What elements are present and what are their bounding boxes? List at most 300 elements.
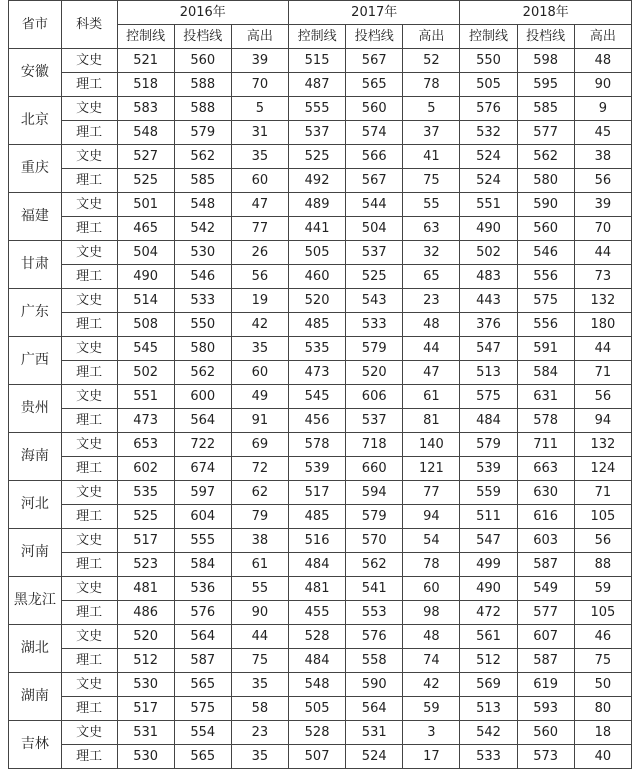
score-cell: 566 bbox=[346, 145, 403, 169]
score-cell: 47 bbox=[231, 193, 288, 217]
score-cell: 35 bbox=[231, 745, 288, 769]
score-cell: 555 bbox=[174, 529, 231, 553]
table-row bbox=[9, 409, 632, 433]
province-cell: 安徽 bbox=[9, 49, 62, 97]
score-cell: 575 bbox=[174, 697, 231, 721]
score-cell: 98 bbox=[403, 601, 460, 625]
score-cell: 55 bbox=[231, 577, 288, 601]
score-cell: 560 bbox=[517, 217, 574, 241]
header-filing-line: 投档线 bbox=[346, 25, 403, 49]
score-cell: 23 bbox=[403, 289, 460, 313]
score-cell: 578 bbox=[517, 409, 574, 433]
score-cell: 48 bbox=[403, 313, 460, 337]
score-cell: 585 bbox=[517, 97, 574, 121]
score-cell: 532 bbox=[460, 121, 517, 145]
score-cell: 598 bbox=[517, 49, 574, 73]
score-cell: 547 bbox=[460, 529, 517, 553]
score-cell: 54 bbox=[403, 529, 460, 553]
score-cell: 562 bbox=[346, 553, 403, 577]
type-cell: 文史 bbox=[61, 673, 117, 697]
score-cell: 556 bbox=[517, 313, 574, 337]
score-cell: 530 bbox=[117, 673, 174, 697]
score-cell: 32 bbox=[403, 241, 460, 265]
score-cell: 575 bbox=[460, 385, 517, 409]
score-cell: 484 bbox=[289, 553, 346, 577]
score-cell: 711 bbox=[517, 433, 574, 457]
score-cell: 486 bbox=[117, 601, 174, 625]
score-cell: 567 bbox=[346, 169, 403, 193]
score-cell: 591 bbox=[517, 337, 574, 361]
score-cell: 70 bbox=[574, 217, 631, 241]
score-cell: 473 bbox=[117, 409, 174, 433]
score-cell: 60 bbox=[231, 361, 288, 385]
score-cell: 577 bbox=[517, 121, 574, 145]
score-cell: 55 bbox=[403, 193, 460, 217]
type-cell: 理工 bbox=[61, 169, 117, 193]
province-cell: 湖南 bbox=[9, 673, 62, 721]
table-row bbox=[9, 697, 632, 721]
score-cell: 546 bbox=[174, 265, 231, 289]
score-cell: 489 bbox=[289, 193, 346, 217]
score-cell: 560 bbox=[346, 97, 403, 121]
score-cell: 520 bbox=[117, 625, 174, 649]
table-row bbox=[9, 481, 632, 505]
score-cell: 562 bbox=[174, 145, 231, 169]
header-above: 高出 bbox=[574, 25, 631, 49]
score-cell: 58 bbox=[231, 697, 288, 721]
score-cell: 37 bbox=[403, 121, 460, 145]
type-cell: 理工 bbox=[61, 601, 117, 625]
score-cell: 376 bbox=[460, 313, 517, 337]
score-cell: 528 bbox=[289, 625, 346, 649]
score-cell: 524 bbox=[460, 169, 517, 193]
header-row-years bbox=[9, 1, 632, 25]
province-cell: 河北 bbox=[9, 481, 62, 529]
score-cell: 59 bbox=[574, 577, 631, 601]
score-cell: 512 bbox=[460, 649, 517, 673]
score-cell: 56 bbox=[574, 385, 631, 409]
score-cell: 70 bbox=[231, 73, 288, 97]
score-cell: 18 bbox=[574, 721, 631, 745]
type-cell: 理工 bbox=[61, 745, 117, 769]
score-cell: 465 bbox=[117, 217, 174, 241]
table-row bbox=[9, 385, 632, 409]
table-row bbox=[9, 145, 632, 169]
score-cell: 105 bbox=[574, 601, 631, 625]
score-cell: 537 bbox=[346, 409, 403, 433]
score-cell: 535 bbox=[117, 481, 174, 505]
province-cell: 海南 bbox=[9, 433, 62, 481]
score-cell: 56 bbox=[574, 169, 631, 193]
score-cell: 94 bbox=[574, 409, 631, 433]
table-row bbox=[9, 601, 632, 625]
score-cell: 548 bbox=[289, 673, 346, 697]
score-cell: 561 bbox=[460, 625, 517, 649]
header-control-line: 控制线 bbox=[289, 25, 346, 49]
type-cell: 文史 bbox=[61, 337, 117, 361]
score-cell: 35 bbox=[231, 337, 288, 361]
type-cell: 文史 bbox=[61, 721, 117, 745]
score-cell: 44 bbox=[574, 241, 631, 265]
score-cell: 79 bbox=[231, 505, 288, 529]
score-cell: 516 bbox=[289, 529, 346, 553]
type-cell: 文史 bbox=[61, 385, 117, 409]
score-cell: 35 bbox=[231, 673, 288, 697]
score-cell: 580 bbox=[517, 169, 574, 193]
table-row bbox=[9, 169, 632, 193]
type-cell: 理工 bbox=[61, 361, 117, 385]
score-cell: 576 bbox=[460, 97, 517, 121]
score-cell: 548 bbox=[174, 193, 231, 217]
score-cell: 45 bbox=[574, 121, 631, 145]
type-cell: 文史 bbox=[61, 193, 117, 217]
province-cell: 福建 bbox=[9, 193, 62, 241]
score-cell: 77 bbox=[231, 217, 288, 241]
score-cell: 94 bbox=[403, 505, 460, 529]
score-cell: 39 bbox=[574, 193, 631, 217]
score-cell: 81 bbox=[403, 409, 460, 433]
score-cell: 485 bbox=[289, 505, 346, 529]
score-cell: 565 bbox=[174, 673, 231, 697]
type-cell: 文史 bbox=[61, 529, 117, 553]
score-cell: 544 bbox=[346, 193, 403, 217]
score-cell: 579 bbox=[460, 433, 517, 457]
score-cell: 443 bbox=[460, 289, 517, 313]
province-cell: 广西 bbox=[9, 337, 62, 385]
score-cell: 511 bbox=[460, 505, 517, 529]
score-cell: 75 bbox=[574, 649, 631, 673]
score-cell: 587 bbox=[517, 553, 574, 577]
type-cell: 理工 bbox=[61, 697, 117, 721]
score-cell: 59 bbox=[403, 697, 460, 721]
score-cell: 132 bbox=[574, 289, 631, 313]
score-cell: 584 bbox=[517, 361, 574, 385]
score-cell: 41 bbox=[403, 145, 460, 169]
score-cell: 587 bbox=[174, 649, 231, 673]
score-cell: 542 bbox=[174, 217, 231, 241]
table-row bbox=[9, 193, 632, 217]
header-year-2017: 2017年 bbox=[289, 1, 460, 25]
score-cell: 674 bbox=[174, 457, 231, 481]
type-cell: 理工 bbox=[61, 313, 117, 337]
score-cell: 524 bbox=[346, 745, 403, 769]
score-cell: 499 bbox=[460, 553, 517, 577]
type-cell: 理工 bbox=[61, 649, 117, 673]
score-cell: 44 bbox=[231, 625, 288, 649]
score-cell: 520 bbox=[346, 361, 403, 385]
type-cell: 文史 bbox=[61, 97, 117, 121]
table-row bbox=[9, 457, 632, 481]
score-cell: 61 bbox=[403, 385, 460, 409]
score-cell: 513 bbox=[460, 697, 517, 721]
score-cell: 573 bbox=[517, 745, 574, 769]
score-cell: 507 bbox=[289, 745, 346, 769]
score-cell: 525 bbox=[117, 169, 174, 193]
score-cell: 502 bbox=[117, 361, 174, 385]
score-cell: 583 bbox=[117, 97, 174, 121]
score-cell: 63 bbox=[403, 217, 460, 241]
score-cell: 579 bbox=[346, 337, 403, 361]
score-cell: 481 bbox=[289, 577, 346, 601]
score-cell: 75 bbox=[403, 169, 460, 193]
score-cell: 77 bbox=[403, 481, 460, 505]
score-cell: 602 bbox=[117, 457, 174, 481]
score-cell: 90 bbox=[231, 601, 288, 625]
type-cell: 理工 bbox=[61, 505, 117, 529]
score-cell: 74 bbox=[403, 649, 460, 673]
table-row bbox=[9, 73, 632, 97]
header-control-line: 控制线 bbox=[460, 25, 517, 49]
score-cell: 523 bbox=[117, 553, 174, 577]
score-cell: 565 bbox=[174, 745, 231, 769]
table-row bbox=[9, 265, 632, 289]
province-cell: 河南 bbox=[9, 529, 62, 577]
score-cell: 78 bbox=[403, 553, 460, 577]
type-cell: 文史 bbox=[61, 481, 117, 505]
score-cell: 17 bbox=[403, 745, 460, 769]
score-cell: 564 bbox=[174, 625, 231, 649]
score-cell: 483 bbox=[460, 265, 517, 289]
score-cell: 588 bbox=[174, 97, 231, 121]
score-cell: 575 bbox=[517, 289, 574, 313]
score-cell: 472 bbox=[460, 601, 517, 625]
score-cell: 132 bbox=[574, 433, 631, 457]
score-cell: 71 bbox=[574, 361, 631, 385]
score-cell: 604 bbox=[174, 505, 231, 529]
score-cell: 580 bbox=[174, 337, 231, 361]
type-cell: 理工 bbox=[61, 553, 117, 577]
table-row bbox=[9, 529, 632, 553]
score-cell: 565 bbox=[346, 73, 403, 97]
score-cell: 660 bbox=[346, 457, 403, 481]
table-row bbox=[9, 289, 632, 313]
score-cell: 562 bbox=[174, 361, 231, 385]
table-row bbox=[9, 721, 632, 745]
type-cell: 文史 bbox=[61, 49, 117, 73]
score-cell: 38 bbox=[574, 145, 631, 169]
score-cell: 124 bbox=[574, 457, 631, 481]
table-row bbox=[9, 577, 632, 601]
score-cell: 3 bbox=[403, 721, 460, 745]
score-cell: 548 bbox=[117, 121, 174, 145]
score-cell: 576 bbox=[346, 625, 403, 649]
score-cell: 570 bbox=[346, 529, 403, 553]
type-cell: 文史 bbox=[61, 145, 117, 169]
header-year-2016: 2016年 bbox=[117, 1, 288, 25]
score-cell: 562 bbox=[517, 145, 574, 169]
type-cell: 理工 bbox=[61, 121, 117, 145]
header-above: 高出 bbox=[403, 25, 460, 49]
score-cell: 595 bbox=[517, 73, 574, 97]
score-cell: 484 bbox=[460, 409, 517, 433]
score-cell: 515 bbox=[289, 49, 346, 73]
score-cell: 9 bbox=[574, 97, 631, 121]
score-cell: 484 bbox=[289, 649, 346, 673]
score-cell: 35 bbox=[231, 145, 288, 169]
score-cell: 48 bbox=[403, 625, 460, 649]
score-cell: 551 bbox=[117, 385, 174, 409]
score-cell: 585 bbox=[174, 169, 231, 193]
score-cell: 5 bbox=[231, 97, 288, 121]
score-cell: 531 bbox=[346, 721, 403, 745]
score-cell: 60 bbox=[403, 577, 460, 601]
score-cell: 455 bbox=[289, 601, 346, 625]
score-cell: 49 bbox=[231, 385, 288, 409]
score-cell: 69 bbox=[231, 433, 288, 457]
score-cell: 56 bbox=[231, 265, 288, 289]
province-cell: 黑龙江 bbox=[9, 577, 62, 625]
score-cell: 481 bbox=[117, 577, 174, 601]
table-row bbox=[9, 313, 632, 337]
score-cell: 44 bbox=[574, 337, 631, 361]
score-cell: 518 bbox=[117, 73, 174, 97]
score-cell: 48 bbox=[574, 49, 631, 73]
score-cell: 577 bbox=[517, 601, 574, 625]
table-row bbox=[9, 217, 632, 241]
score-cell: 550 bbox=[460, 49, 517, 73]
score-cell: 663 bbox=[517, 457, 574, 481]
table-row bbox=[9, 673, 632, 697]
score-cell: 504 bbox=[346, 217, 403, 241]
score-cell: 600 bbox=[174, 385, 231, 409]
score-cell: 441 bbox=[289, 217, 346, 241]
type-cell: 理工 bbox=[61, 73, 117, 97]
type-cell: 理工 bbox=[61, 217, 117, 241]
score-cell: 551 bbox=[460, 193, 517, 217]
score-cell: 19 bbox=[231, 289, 288, 313]
header-filing-line: 投档线 bbox=[174, 25, 231, 49]
score-cell: 23 bbox=[231, 721, 288, 745]
score-cell: 26 bbox=[231, 241, 288, 265]
score-cell: 607 bbox=[517, 625, 574, 649]
table-row bbox=[9, 121, 632, 145]
score-cell: 554 bbox=[174, 721, 231, 745]
score-cell: 579 bbox=[174, 121, 231, 145]
score-cell: 555 bbox=[289, 97, 346, 121]
score-cell: 546 bbox=[517, 241, 574, 265]
score-cell: 559 bbox=[460, 481, 517, 505]
score-cell: 38 bbox=[231, 529, 288, 553]
score-cell: 593 bbox=[517, 697, 574, 721]
score-cell: 502 bbox=[460, 241, 517, 265]
score-cell: 46 bbox=[574, 625, 631, 649]
score-cell: 533 bbox=[174, 289, 231, 313]
score-cell: 567 bbox=[346, 49, 403, 73]
score-cell: 492 bbox=[289, 169, 346, 193]
score-cell: 31 bbox=[231, 121, 288, 145]
header-type: 科类 bbox=[61, 1, 117, 49]
table-row bbox=[9, 97, 632, 121]
header-filing-line: 投档线 bbox=[517, 25, 574, 49]
table-row bbox=[9, 649, 632, 673]
province-cell: 甘肃 bbox=[9, 241, 62, 289]
table-row bbox=[9, 553, 632, 577]
score-cell: 42 bbox=[231, 313, 288, 337]
score-cell: 536 bbox=[174, 577, 231, 601]
score-cell: 60 bbox=[231, 169, 288, 193]
score-cell: 530 bbox=[174, 241, 231, 265]
score-cell: 504 bbox=[117, 241, 174, 265]
table-row bbox=[9, 361, 632, 385]
header-year-2018: 2018年 bbox=[460, 1, 632, 25]
score-cell: 537 bbox=[289, 121, 346, 145]
province-cell: 北京 bbox=[9, 97, 62, 145]
score-cell: 539 bbox=[289, 457, 346, 481]
score-cell: 517 bbox=[117, 697, 174, 721]
score-cell: 533 bbox=[346, 313, 403, 337]
score-cell: 517 bbox=[117, 529, 174, 553]
score-cell: 485 bbox=[289, 313, 346, 337]
score-cell: 619 bbox=[517, 673, 574, 697]
score-cell: 521 bbox=[117, 49, 174, 73]
table-row bbox=[9, 745, 632, 769]
score-cell: 574 bbox=[346, 121, 403, 145]
score-cell: 556 bbox=[517, 265, 574, 289]
type-cell: 文史 bbox=[61, 433, 117, 457]
score-cell: 508 bbox=[117, 313, 174, 337]
type-cell: 理工 bbox=[61, 265, 117, 289]
score-cell: 541 bbox=[346, 577, 403, 601]
score-cell: 528 bbox=[289, 721, 346, 745]
score-cell: 5 bbox=[403, 97, 460, 121]
score-cell: 180 bbox=[574, 313, 631, 337]
type-cell: 文史 bbox=[61, 289, 117, 313]
table-row bbox=[9, 625, 632, 649]
score-cell: 473 bbox=[289, 361, 346, 385]
score-cell: 90 bbox=[574, 73, 631, 97]
score-cell: 535 bbox=[289, 337, 346, 361]
score-cell: 543 bbox=[346, 289, 403, 313]
score-cell: 630 bbox=[517, 481, 574, 505]
type-cell: 理工 bbox=[61, 457, 117, 481]
score-cell: 616 bbox=[517, 505, 574, 529]
score-cell: 718 bbox=[346, 433, 403, 457]
table-row bbox=[9, 433, 632, 457]
score-cell: 72 bbox=[231, 457, 288, 481]
province-cell: 吉林 bbox=[9, 721, 62, 769]
score-cell: 545 bbox=[117, 337, 174, 361]
score-cell: 456 bbox=[289, 409, 346, 433]
score-cell: 560 bbox=[517, 721, 574, 745]
score-cell: 537 bbox=[346, 241, 403, 265]
score-cell: 65 bbox=[403, 265, 460, 289]
score-cell: 40 bbox=[574, 745, 631, 769]
province-cell: 重庆 bbox=[9, 145, 62, 193]
table-row bbox=[9, 49, 632, 73]
header-province: 省市 bbox=[9, 1, 62, 49]
score-cell: 460 bbox=[289, 265, 346, 289]
score-cell: 542 bbox=[460, 721, 517, 745]
score-cell: 80 bbox=[574, 697, 631, 721]
table-row bbox=[9, 505, 632, 529]
score-cell: 525 bbox=[117, 505, 174, 529]
score-cell: 588 bbox=[174, 73, 231, 97]
header-above: 高出 bbox=[231, 25, 288, 49]
score-cell: 527 bbox=[117, 145, 174, 169]
score-cell: 505 bbox=[460, 73, 517, 97]
score-cell: 550 bbox=[174, 313, 231, 337]
score-cell: 597 bbox=[174, 481, 231, 505]
score-cell: 520 bbox=[289, 289, 346, 313]
score-cell: 490 bbox=[117, 265, 174, 289]
score-cell: 594 bbox=[346, 481, 403, 505]
score-cell: 576 bbox=[174, 601, 231, 625]
score-cell: 560 bbox=[174, 49, 231, 73]
score-cell: 524 bbox=[460, 145, 517, 169]
score-cell: 490 bbox=[460, 577, 517, 601]
score-cell: 487 bbox=[289, 73, 346, 97]
score-cell: 578 bbox=[289, 433, 346, 457]
